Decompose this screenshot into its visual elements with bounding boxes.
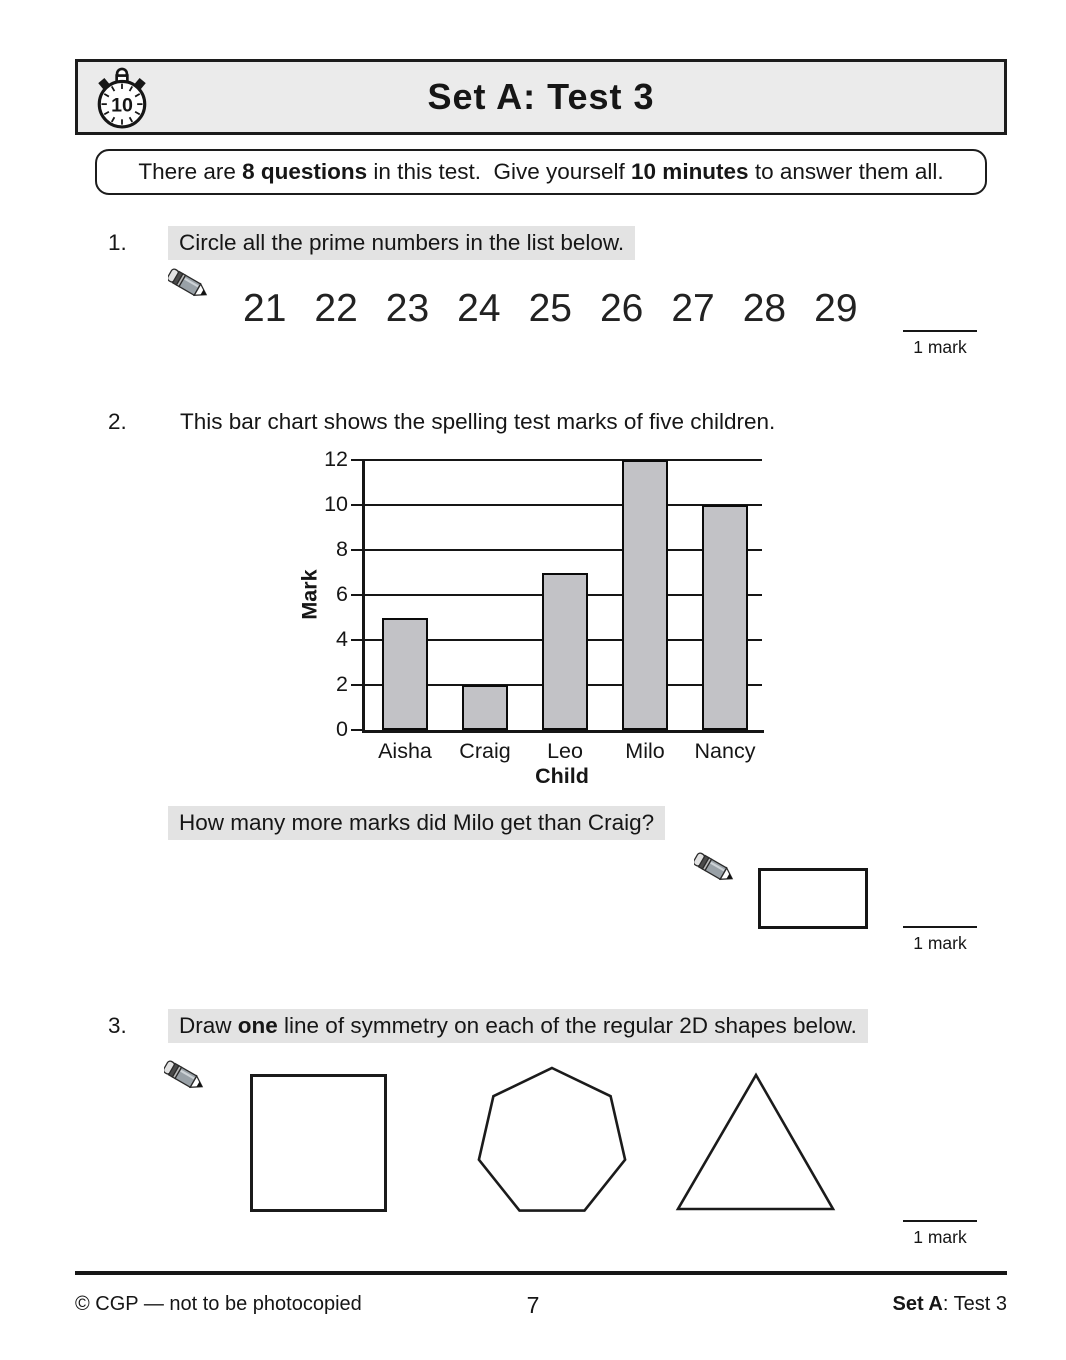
- x-tick-label: Milo: [625, 739, 665, 763]
- prime-candidate-number[interactable]: 28: [742, 287, 787, 330]
- prime-number-list: [243, 287, 858, 331]
- x-tick-label: Leo: [547, 739, 583, 763]
- x-axis-line: [362, 730, 764, 733]
- timer-value: 10: [111, 94, 133, 117]
- y-tick-label: 2: [336, 672, 348, 696]
- q3-number: 3.: [108, 1013, 127, 1038]
- chart-bar: [702, 505, 748, 730]
- y-tick-label: 0: [336, 717, 348, 741]
- y-axis-line: [362, 460, 365, 731]
- prime-candidate-number[interactable]: 21: [243, 287, 287, 330]
- y-axis-tick: [351, 639, 362, 641]
- y-axis-title: Mark: [297, 569, 322, 620]
- chart-bar: [542, 573, 588, 731]
- q3-mark-group: [903, 1220, 977, 1248]
- mark-line: [903, 1220, 977, 1222]
- x-tick-label: Craig: [459, 739, 511, 763]
- footer-copyright: © CGP — not to be photocopied: [75, 1293, 362, 1315]
- triangle-shape[interactable]: [672, 1066, 840, 1216]
- q1-number: 1.: [108, 230, 127, 255]
- prime-candidate-number[interactable]: 24: [457, 287, 501, 330]
- q2-answer-box[interactable]: [758, 868, 868, 929]
- footer-page-number: 7: [526, 1292, 540, 1318]
- y-tick-label: 8: [336, 537, 348, 561]
- mark-line: [903, 330, 977, 332]
- q3-prompt: Draw one line of symmetry on each of the regular 2D shapes below.: [168, 1009, 868, 1043]
- y-tick-label: 4: [336, 627, 348, 651]
- prime-candidate-number[interactable]: 25: [528, 287, 572, 330]
- prime-candidate-number[interactable]: 26: [599, 287, 644, 330]
- mark-label: 1 mark: [913, 337, 967, 357]
- y-axis-tick: [351, 549, 362, 551]
- instruction-box: [95, 149, 987, 195]
- page-title: Set A: Test 3: [427, 76, 655, 117]
- chart-bar: [622, 460, 668, 730]
- q1-mark-group: [903, 330, 977, 358]
- y-tick-label: 12: [324, 447, 348, 471]
- x-axis-title: Child: [535, 764, 589, 788]
- square-shape[interactable]: [250, 1074, 387, 1212]
- y-tick-label: 10: [324, 492, 348, 516]
- prime-candidate-number[interactable]: 23: [385, 287, 430, 330]
- x-tick-label: Aisha: [378, 739, 432, 763]
- y-axis-tick: [351, 459, 362, 461]
- mark-label: 1 mark: [913, 933, 967, 953]
- chart-bar: [382, 618, 428, 731]
- y-axis-tick: [351, 684, 362, 686]
- y-axis-tick: [351, 729, 362, 731]
- prime-candidate-number[interactable]: 29: [814, 287, 858, 330]
- q1-prompt: Circle all the prime numbers in the list below.: [168, 226, 635, 260]
- y-tick-label: 6: [336, 582, 348, 606]
- chart-gridline: [362, 459, 762, 461]
- y-axis-tick: [351, 504, 362, 506]
- chart-bar: [462, 685, 508, 730]
- heptagon-shape[interactable]: [470, 1058, 636, 1220]
- q2-prompt: This bar chart shows the spelling test marks of five children.: [180, 409, 776, 434]
- pencil-icon: [694, 850, 750, 899]
- prime-candidate-number[interactable]: 22: [314, 287, 358, 330]
- header-bar: [75, 59, 1007, 135]
- pencil-icon: [164, 1058, 220, 1107]
- footer-set-label: Set A: Test 3: [892, 1293, 1007, 1315]
- x-tick-label: Nancy: [694, 739, 756, 763]
- instruction-text: There are 8 questions in this test. Give yourself 10 minutes to answer them all.: [138, 159, 944, 184]
- q2-sub-prompt: How many more marks did Milo get than Craig?: [168, 806, 665, 840]
- footer-rule: [75, 1271, 1007, 1275]
- prime-candidate-number[interactable]: 27: [671, 287, 715, 330]
- y-axis-tick: [351, 594, 362, 596]
- mark-label: 1 mark: [913, 1227, 967, 1247]
- pencil-icon: [168, 266, 224, 315]
- mark-line: [903, 926, 977, 928]
- q2-mark-group: [903, 926, 977, 954]
- q2-number: 2.: [108, 409, 127, 434]
